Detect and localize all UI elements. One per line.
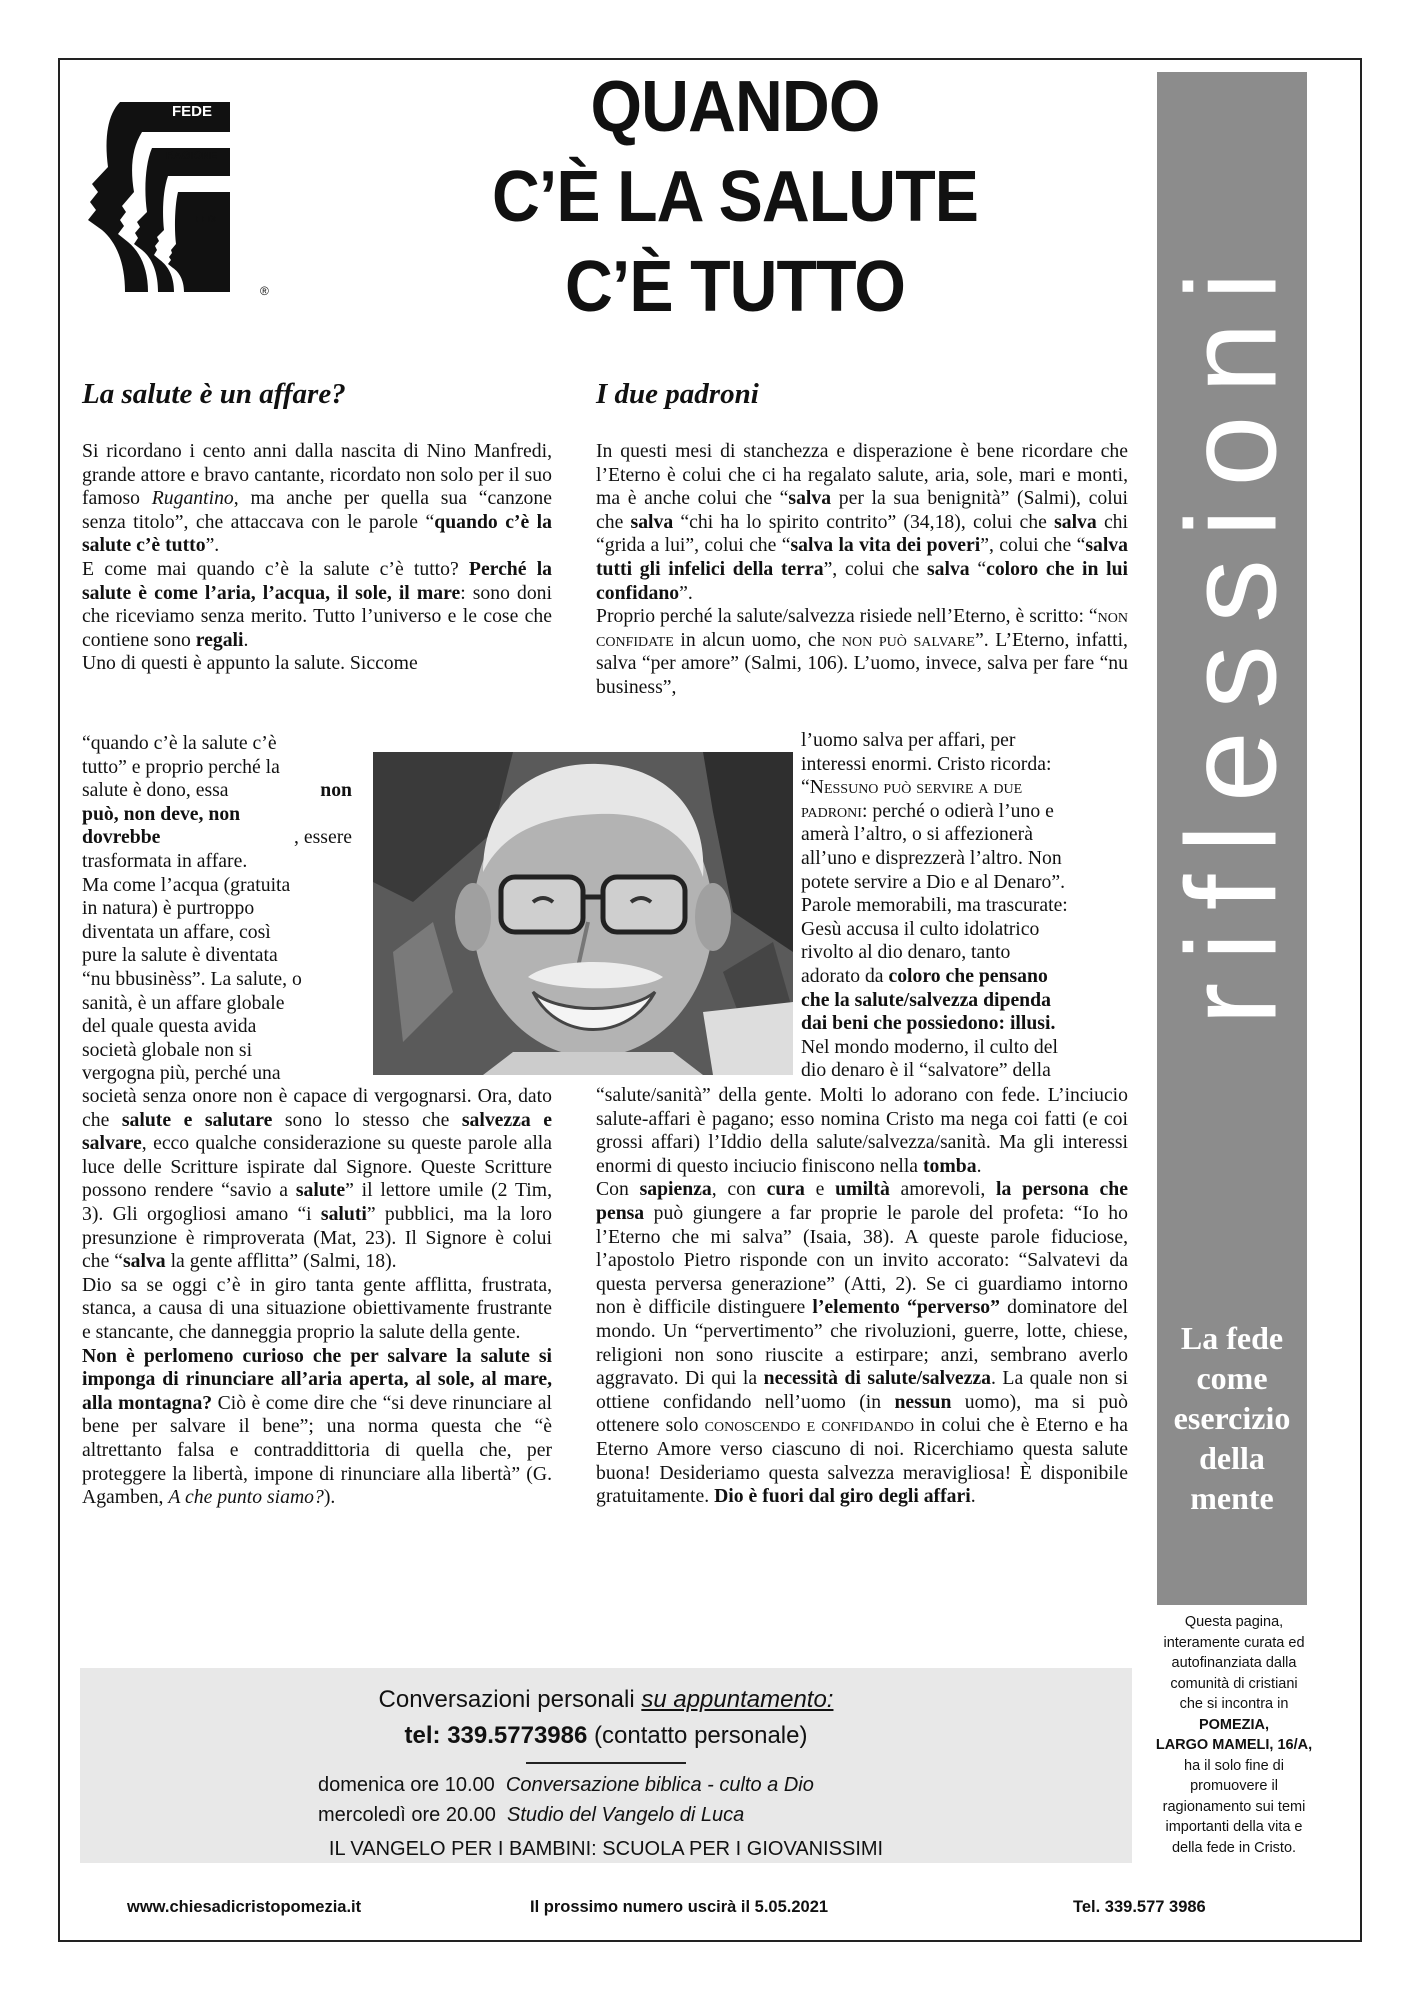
note-line: della fede in Cristo. (1171, 1839, 1297, 1856)
text-line: Gesù accusa il culto idolatrico (801, 917, 1040, 940)
registered-mark: ® (260, 284, 269, 298)
text-line: potete servire a Dio e al Denaro”. (801, 870, 1066, 893)
left-article-title: La salute è un affare? (82, 378, 346, 410)
note-line: ha il solo fine di (1184, 1757, 1284, 1774)
text-line: padroni: perché o odierà l’uno e (801, 799, 1054, 822)
schedule-sunday: domenica ore 10.00 Conversazione biblica - culto a Dio (318, 1774, 814, 1796)
divider (526, 1762, 686, 1764)
text-line: Nel mondo moderno, il culto del (801, 1035, 1058, 1058)
headline-line-3: C’È TUTTO (564, 247, 906, 327)
logo-text-ragione-2: RAGIONE (168, 182, 220, 194)
left-article-bottom (82, 1085, 552, 1510)
text-line: diventata un affare, così (82, 920, 271, 943)
website-link[interactable]: www.chiesadicristopomezia.it (127, 1898, 362, 1916)
right-article-top (596, 440, 1128, 700)
note-city: POMEZIA, (1198, 1716, 1270, 1733)
paragraph: Con sapienza, con cura e umiltà amorevoli, la persona che pensa può giungere a far proprie le parole del profeta: “Io ho l’Eterno che mi salva” (Isaia, 38). A queste parole fiduciose, l’apostolo Pietro risponde con un invito accorato: “Salvatevi da questa perversa generazione” (Atti, 2). Se ci guardiamo intorno non è difficile distinguere l’elemento “perverso” dominatore del mondo. Un “pervertimento” che rivoluzioni, guerre, lotte, chiese, religioni non sono riuscite a estirpare; anzi, sembrano averlo aggravato. Di qui la necessità di salute/salvezza. La quale non si ottiene confidando nell’uomo (in nessun uomo), ma si può ottenere solo conoscendo e confidando in colui che è Eterno e ha Eterno Amore verso ciascuno di noi. Ricerchiamo questa salute buona! Desideriamo questa salvezza meravigliosa! È disponibile gratuitamente. Dio è fuori dal giro degli affari. (596, 1178, 1128, 1508)
paragraph: In questi mesi di stanchezza e disperazione è bene ricordare che l’Eterno è colui che ci ha regalato salute, aria, sole, mari e monti, ma è anche colui che “salva per la sua benignità” (Salmi), colui che salva “chi ha lo spirito contrito” (34,18), colui che salva chi “grida a lui”, colui che “salva la vita dei poveri”, colui che “salva tutti gli infelici della terra”, colui che salva “coloro che in lui confidano”. (596, 440, 1128, 604)
text-line: “quando c’è la salute c’è (82, 732, 277, 754)
left-article-wrap (82, 732, 352, 1086)
paragraph: Si ricordano i cento anni dalla nascita di Nino Manfredi, grande attore e bravo cantante, ricordato non solo per il suo famoso Rugantino, ma anche per quella sua “canzone senza titolo”, che attaccava con le parole “quando c’è la salute c’è tutto”. (82, 440, 552, 557)
text-line: rivolto al dio denaro, tanto (801, 941, 1011, 964)
motto-line-4: della (1199, 1440, 1265, 1476)
motto-line-1: La fede (1180, 1320, 1284, 1356)
text-line-bold: che la salute/salvezza dipenda (801, 988, 1051, 1011)
paragraph: Proprio perché la salute/salvezza risiede nell’Eterno, è scritto: “non confidate in alcun uomo, che non può salvare”. L’Eterno, infatti, salva “per amore” (Salmi, 106). L’uomo, invece, salva per fare “nu business”, (596, 605, 1128, 698)
community-note (1148, 1612, 1320, 1858)
text-line: adorato da coloro che pensano (801, 964, 1048, 987)
right-article-title: I due padroni (596, 378, 759, 410)
text-line: dovrebbe , essere (82, 826, 352, 849)
text-line: società globale non si (82, 1038, 253, 1061)
paragraph: Dio sa se oggi c’è in giro tanta gente afflitta, frustrata, stanca, a causa di una situazione obiettivamente frustrante e stancante, che danneggia proprio la salute della gente. (82, 1273, 552, 1343)
kids-program: IL VANGELO PER I BAMBINI: SCUOLA PER I GIOVANISSIMI (328, 1838, 884, 1860)
text-line: Parole memorabili, ma trascurate: (801, 894, 1068, 917)
logo-text-fede-2: FEDE (196, 214, 221, 224)
next-issue: Il prossimo numero uscirà il 5.05.2021 (530, 1898, 829, 1916)
text-line: salute è dono, essa non (82, 779, 352, 802)
text-line: dio denaro è il “salvatore” della (801, 1059, 1051, 1082)
left-article-top (82, 440, 552, 676)
logo-text-ragione-1: RAGIONE (166, 150, 218, 162)
contact-box (80, 1668, 1132, 1863)
text-line: tutto” e proprio perché la (82, 755, 280, 778)
note-line: che si incontra in (1179, 1696, 1289, 1712)
phone-line[interactable]: tel: 339.5773986 (contatto personale) (404, 1722, 808, 1749)
paragraph: Non è perlomeno curioso che per salvare la salute si imponga di rinunciare all’aria aperta, al sole, al mare, alla montagna? Ciò è come dire che “si deve rinunciare al bene per salvare il bene”; una norma questa che “è altrettanto falsa e contraddittoria di quella che, per proteggere la libertà, impone di rinunciare alla libertà” (G. Agamben, A che punto siamo?). (82, 1344, 552, 1509)
paragraph: Uno di questi è appunto la salute. Siccome (82, 652, 418, 675)
text-line: “Nessuno può servire a due (801, 776, 1023, 799)
text-line-bold: può, non deve, non (82, 802, 241, 825)
headline-line-1: QUANDO (590, 67, 880, 147)
text-line: interessi enormi. Cristo ricorda: (801, 752, 1052, 775)
text-line-bold: dai beni che possiedono: illusi. (801, 1012, 1056, 1035)
text-line: l’uomo salva per affari, per (801, 729, 1016, 751)
motto-line-3: esercizio (1173, 1400, 1291, 1436)
motto-line-2: come (1196, 1360, 1268, 1396)
schedule-wednesday: mercoledì ore 20.00 Studio del Vangelo di Luca (318, 1804, 745, 1826)
portrait-illustration (373, 752, 793, 1075)
note-line: Questa pagina, (1184, 1614, 1284, 1630)
appointments-line: Conversazioni personali su appuntamento: (378, 1686, 834, 1713)
text-line: all’uno e disprezzerà l’altro. Non (801, 846, 1062, 869)
text-line: Ma come l’acqua (gratuita (82, 873, 291, 896)
note-line: comunità di cristiani (1170, 1675, 1298, 1692)
text-line: trasformata in affare. (82, 849, 248, 872)
note-line: promuovere il (1190, 1778, 1278, 1794)
text-line: pure la salute è diventata (82, 944, 278, 967)
sidebar-motto (1157, 1318, 1307, 1518)
logo-profiles-icon (80, 92, 280, 302)
footer-phone[interactable]: Tel. 339.577 3986 (1073, 1898, 1206, 1916)
logo-text-fede-1: FEDE (172, 103, 213, 120)
text-line: vergogna più, perché una (82, 1062, 281, 1085)
paragraph: “salute/sanità” della gente. Molti lo adorano con fede. L’inciucio salute-affari è pagano; esso nomina Cristo ma nega coi fatti (e coi grossi affari) l’Iddio della salute/salvezza/sanità. Ma gli interessi enormi di questo inciucio finiscono nella tomba. (596, 1084, 1128, 1177)
headline-line-2: C’È LA SALUTE (491, 157, 979, 237)
headline (372, 62, 1099, 332)
sidebar-word-riflessioni: riflessioni (1160, 249, 1304, 1025)
note-line: importanti della vita e (1165, 1819, 1303, 1835)
text-line: sanità, è un affare globale (82, 991, 285, 1014)
portrait-photo (373, 752, 793, 1075)
text-line: del quale questa avida (82, 1015, 257, 1038)
sidebar-title (1157, 72, 1307, 1202)
note-address: LARGO MAMELI, 16/A, (1155, 1737, 1313, 1753)
paragraph: società senza onore non è capace di vergognarsi. Ora, dato che salute e salutare sono lo stesso che salvezza e salvare, ecco qualche considerazione su queste parole alla luce delle Scritture ispirate dal Signore. Queste Scritture possono rendere “savio a salute” il lettore umile (2 Tim, 3). Gli orgogliosi amano “i saluti” pubblici, ma la loro presunzione è rimproverata (Mat, 23). Il Signore è colui che “salva la gente afflitta” (Salmi, 18). (82, 1085, 553, 1273)
text-line: amerà l’altro, o si affezionerà (801, 823, 1033, 846)
right-article-wrap (801, 729, 1128, 1083)
note-line: ragionamento sui temi (1162, 1798, 1306, 1815)
logo (80, 92, 280, 302)
paragraph: E come mai quando c’è la salute c’è tutto? Perché la salute è come l’aria, l’acqua, il sole, il mare: sono doni che riceviamo senza merito. Tutto l’universo e le cose che contiene sono regali. (82, 557, 553, 651)
right-article-bottom (596, 1084, 1128, 1509)
note-line: autofinanziata dalla (1171, 1655, 1297, 1671)
text-line: “nu bbusinèss”. La salute, o (82, 967, 302, 990)
note-line: interamente curata ed (1163, 1634, 1305, 1651)
motto-line-5: mente (1190, 1480, 1274, 1516)
text-line: in natura) è purtroppo (82, 897, 255, 920)
